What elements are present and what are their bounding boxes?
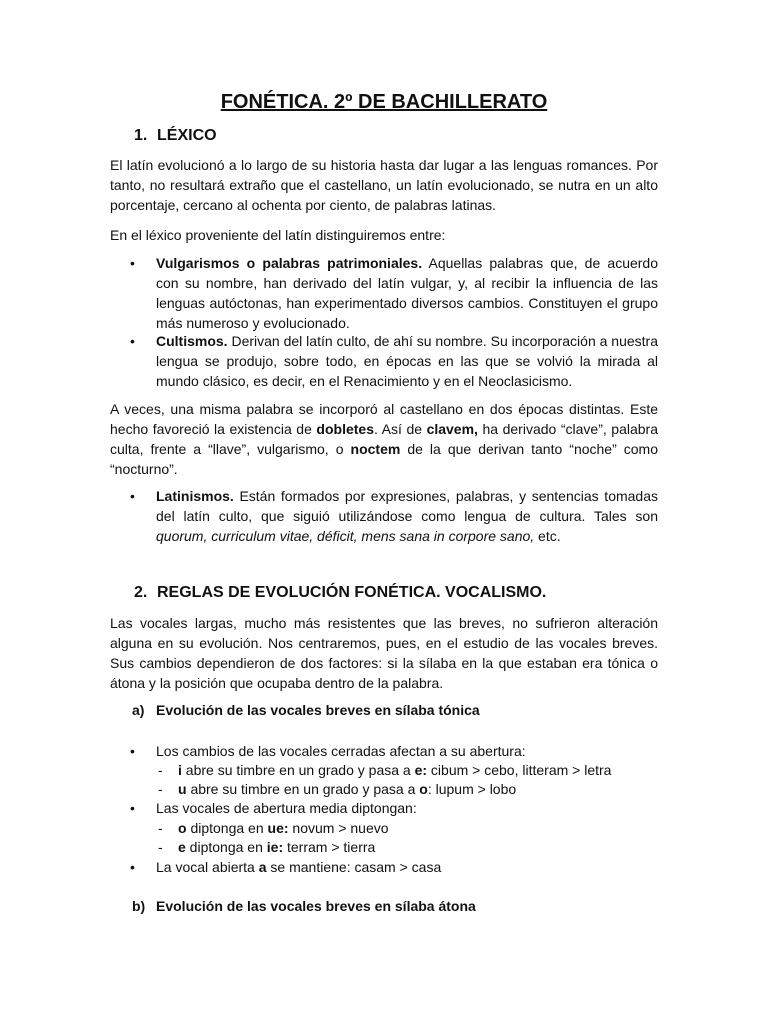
text-run: cibum > cebo, litteram > letra xyxy=(427,762,612,778)
subsection-heading-b xyxy=(132,896,476,916)
term-cultismos: Cultismos. xyxy=(156,333,228,349)
list-item-vulgarismos xyxy=(156,253,658,333)
rule-i xyxy=(178,760,611,780)
text-run: de la que derivan tanto “noche” como “nocturno”. xyxy=(110,441,658,477)
text-run: A veces, una misma palabra se incorporó al castellano en dos épocas distintas. Este hecho favoreció la existencia de xyxy=(110,401,658,437)
term-clavem: clavem, xyxy=(426,421,478,437)
section-heading-vocalismo xyxy=(134,583,546,603)
term-latinismos: Latinismos. xyxy=(156,488,234,504)
bullet-marker: • xyxy=(130,859,135,875)
rule-u xyxy=(178,779,516,799)
text-run: abre su timbre en un grado y pasa a xyxy=(181,762,415,778)
text-run: novum > nuevo xyxy=(288,820,389,836)
term-noctem: noctem xyxy=(350,441,401,457)
subsection-label: b) xyxy=(132,898,146,914)
text-run: La vocal abierta xyxy=(156,859,259,875)
list-item-latinismos xyxy=(156,486,658,546)
vowel: u xyxy=(178,781,187,797)
bullet-marker: • xyxy=(130,800,135,816)
dash-marker: - xyxy=(158,762,163,778)
vowel: e xyxy=(178,839,186,855)
vocalismo-intro-paragraph: Las vocales largas, mucho más resistentes que las breves, no sufrieron alteración alguna en su evolución. Nos centraremos, pues, en el estudio de las vocales breves. Sus cambios dependieron de dos factores: si la sílaba en la que estaban era tónica o átona y la posición que ocupaba dentro de la palabra. xyxy=(110,615,658,691)
section-number: 1. xyxy=(134,127,148,144)
definition-vulgarismos: Aquellas palabras que, de acuerdo con su nombre, han derivado del latín vulgar, y, al recibir la influencia de las lenguas autóctonas, han experimentado diversos cambios. Constituyen el grupo más numeroso y evolucionado. xyxy=(156,255,659,331)
subsection-label: a) xyxy=(132,702,145,718)
list-item-cultismos xyxy=(156,331,658,391)
text-run: . Así de xyxy=(374,421,427,437)
section-heading-lexico xyxy=(134,126,217,146)
definition-latinismos: Están formados por expresiones, palabras, y sentencias tomadas del latín culto, que siguió utilizándose como lengua de cultura. Tales son xyxy=(156,488,658,524)
vowel: a xyxy=(258,859,267,875)
page-title: FONÉTICA. 2º DE BACHILLERATO xyxy=(220,91,548,113)
text-run: : lupum > lobo xyxy=(427,781,517,797)
section-title: LÉXICO xyxy=(157,127,217,144)
dobletes-paragraph xyxy=(110,399,658,479)
section-title: REGLAS DE EVOLUCIÓN FONÉTICA. VOCALISMO. xyxy=(157,584,547,601)
text-run: terram > tierra xyxy=(283,839,376,855)
latinismos-examples: quorum, curriculum vitae, déficit, mens sana in corpore sano, xyxy=(156,528,535,544)
vowel: o xyxy=(419,781,428,797)
list-item-cerradas: Los cambios de las vocales cerradas afectan a su abertura: xyxy=(156,743,526,759)
vowel: ue: xyxy=(267,820,289,836)
term-vulgarismos: Vulgarismos o palabras patrimoniales. xyxy=(156,255,423,271)
text-run: se mantiene: casam > casa xyxy=(266,859,442,875)
lexico-intro-paragraph: El latín evolucionó a lo largo de su historia hasta dar lugar a las lenguas romances. Por tanto, no resultará extraño que el castellano, un latín evolucionado, se nutra en un alto porcentaje, cercano al ochenta por ciento, de palabras latinas. xyxy=(110,157,658,213)
text-run: diptonga en xyxy=(186,820,268,836)
bullet-marker: • xyxy=(130,743,135,759)
rule-o xyxy=(178,818,389,838)
subsection-heading-a xyxy=(132,700,480,720)
vowel: i xyxy=(178,762,182,778)
text-run: abre su timbre en un grado y pasa a xyxy=(186,781,420,797)
dash-marker: - xyxy=(158,781,163,797)
distinguish-paragraph: En el léxico proveniente del latín distinguiremos entre: xyxy=(110,227,446,243)
term-dobletes: dobletes xyxy=(316,421,374,437)
rule-e xyxy=(178,837,375,857)
vowel: o xyxy=(178,820,187,836)
vowel: ie: xyxy=(266,839,284,855)
text-run: etc. xyxy=(534,528,561,544)
dash-marker: - xyxy=(158,820,163,836)
text-run: ha derivado “clave”, palabra culta, frente a “llave”, vulgarismo, o xyxy=(110,421,659,457)
list-item-abierta xyxy=(156,857,658,877)
section-number: 2. xyxy=(134,584,148,601)
subsection-title: Evolución de las vocales breves en sílaba tónica xyxy=(156,702,480,718)
bullet-marker: • xyxy=(130,488,135,504)
definition-cultismos: Derivan del latín culto, de ahí su nombre. Su incorporación a nuestra lengua se produjo, sobre todo, en épocas en las que se volvió la mirada al mundo clásico, es decir, en el Renacimiento y en el Neoclasicismo. xyxy=(156,333,658,389)
subsection-title: Evolución de las vocales breves en sílaba átona xyxy=(156,898,476,914)
dash-marker: - xyxy=(158,839,163,855)
vowel: e: xyxy=(414,762,428,778)
list-item-media: Las vocales de abertura media diptongan: xyxy=(156,800,417,816)
bullet-marker: • xyxy=(130,255,135,271)
bullet-marker: • xyxy=(130,333,135,349)
text-run: diptonga en xyxy=(185,839,267,855)
